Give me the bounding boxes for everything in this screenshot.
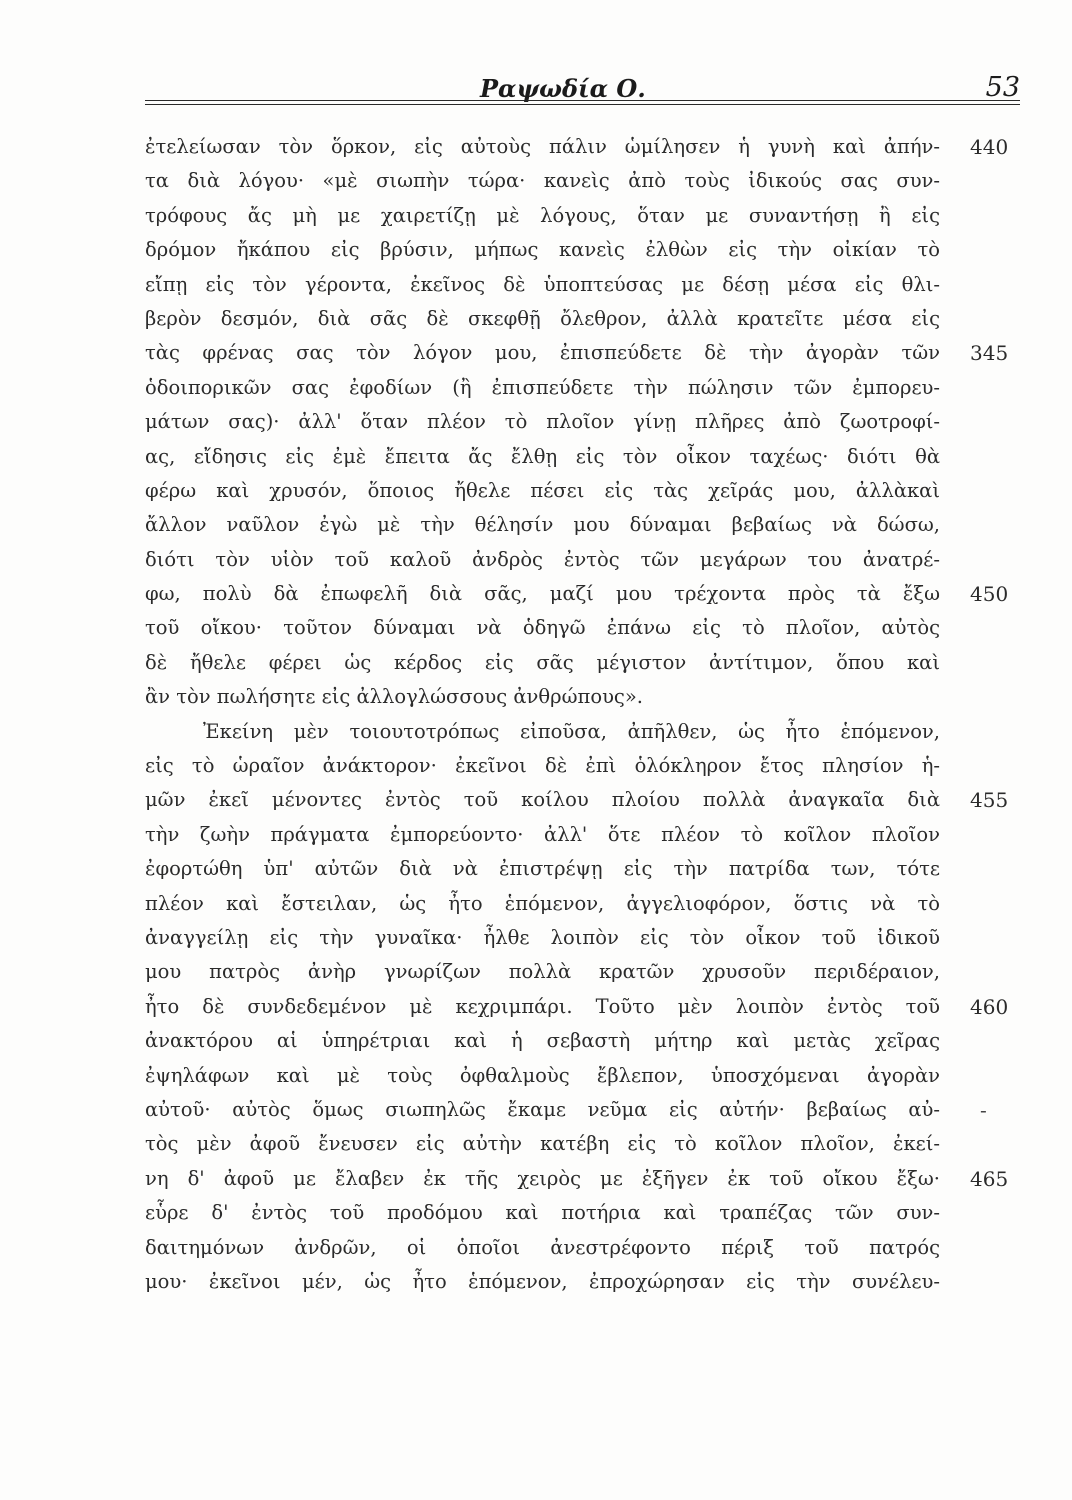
text-line: αὐτοῦ· αὐτὸς ὅμως σιωπηλῶς ἔκαμε νεῦμα εἰς αὐτήν· βεβαίως αὐ- - bbox=[145, 1093, 940, 1127]
text-line: φέρω καὶ χρυσόν, ὅποιος ἤθελε πέσει εἰς τὰς χεῖράς μου, ἀλλὰκαὶ bbox=[145, 478, 940, 502]
line-number: 345 bbox=[970, 341, 1009, 366]
text-line: τρόφους ἄς μὴ με χαιρετίζῃ μὲ λόγους, ὅταν με συναντήσῃ ἢ εἰς bbox=[145, 203, 940, 227]
text-body bbox=[145, 130, 1009, 1299]
text-line: εἰς τὸ ὡραῖον ἀνάκτορον· ἐκεῖνοι δὲ ἐπὶ ὁλόκληρον ἔτος πλησίον ἡ- bbox=[145, 754, 940, 778]
text-line: ἦτο δὲ συνδεδεμένον μὲ κεχριμπάρι. Τοῦτο μὲν λοιπὸν ἐντὸς τοῦ 460 bbox=[145, 990, 940, 1024]
text-line: φω, πολὺ δὰ ἐπωφελῆ διὰ σᾶς, μαζί μου τρέχοντα πρὸς τὰ ἔξω 450 bbox=[145, 577, 940, 611]
text-line: δὲ ἤθελε φέρει ὡς κέρδος εἰς σᾶς μέγιστον ἀντίτιμον, ὅπου καὶ bbox=[145, 650, 940, 674]
text-line: τὸς μὲν ἀφοῦ ἔνευσεν εἰς αὐτὴν κατέβη εἰς τὸ κοῖλον πλοῖον, ἐκεί- bbox=[145, 1132, 940, 1156]
line-number: 450 bbox=[970, 582, 1009, 607]
text-line: ἀναγγείλῃ εἰς τὴν γυναῖκα· ἦλθε λοιπὸν εἰς τὸν οἶκον τοῦ ἰδικοῦ bbox=[145, 925, 940, 949]
text-line: ἂν τὸν πωλήσητε εἰς ἀλλογλώσσους ἀνθρώπους». bbox=[145, 685, 643, 709]
page-number: 53 bbox=[985, 72, 1020, 103]
text-line: τα διὰ λόγου· «μὲ σιωπὴν τώρα· κανεὶς ἀπὸ τοὺς ἰδικούς σας συν- bbox=[145, 169, 940, 193]
text-line: μάτων σας)· ἀλλ' ὅταν πλέον τὸ πλοῖον γίνῃ πλῆρες ἀπὸ ζωοτροφί- bbox=[145, 410, 940, 434]
text-line: μου πατρὸς ἀνὴρ γνωρίζων πολλὰ κρατῶν χρυσοῦν περιδέραιον, bbox=[145, 960, 940, 984]
text-line: μου· ἐκεῖνοι μέν, ὡς ἦτο ἑπόμενον, ἐπροχώρησαν εἰς τὴν συνέλευ- bbox=[145, 1269, 940, 1293]
line-number: 460 bbox=[970, 994, 1009, 1019]
text-line: νη δ' ἀφοῦ με ἔλαβεν ἐκ τῆς χειρὸς με ἐξῆγεν ἐκ τοῦ οἴκου ἔξω· 465 bbox=[145, 1162, 940, 1196]
text-line: βερὸν δεσμόν, διὰ σᾶς δὲ σκεφθῇ ὄλεθρον, ἀλλὰ κρατεῖτε μέσα εἰς bbox=[145, 306, 940, 330]
header-rule-secondary bbox=[145, 104, 1020, 105]
text-line: μῶν ἐκεῖ μένοντες ἐντὸς τοῦ κοίλου πλοίου πολλὰ ἀναγκαῖα διὰ 455 bbox=[145, 783, 940, 817]
text-line: διότι τὸν υἱὸν τοῦ καλοῦ ἀνδρὸς ἐντὸς τῶν μεγάρων του ἀνατρέ- bbox=[145, 547, 940, 571]
text-line: εἴπῃ εἰς τὸν γέροντα, ἐκεῖνος δὲ ὑποπτεύσας με δέσῃ μέσα εἰς θλι- bbox=[145, 272, 940, 296]
line-number: 455 bbox=[970, 788, 1009, 813]
header-title: Ραψωδία Ο. bbox=[480, 74, 646, 103]
text-line: τὰς φρένας σας τὸν λόγον μου, ἐπισπεύδετε δὲ τὴν ἀγορὰν τῶν 345 bbox=[145, 336, 940, 370]
text-line: ἐφορτώθη ὑπ' αὐτῶν διὰ νὰ ἐπιστρέψῃ εἰς τὴν πατρίδα των, τότε bbox=[145, 857, 940, 881]
text-line: τὴν ζωὴν πράγματα ἐμπορεύοντο· ἀλλ' ὅτε πλέον τὸ κοῖλον πλοῖον bbox=[145, 822, 940, 846]
text-line: εὗρε δ' ἐντὸς τοῦ προδόμου καὶ ποτήρια καὶ τραπέζας τῶν συν- bbox=[145, 1201, 940, 1225]
text-line: ἐψηλάφων καὶ μὲ τοὺς ὀφθαλμοὺς ἔβλεπον, ὑποσχόμεναι ἀγορὰν bbox=[145, 1063, 940, 1087]
paragraph-start-line: Ἐκείνη μὲν τοιουτοτρόπως εἰποῦσα, ἀπῆλθεν, ὡς ἦτο ἑπόμενον, bbox=[203, 719, 940, 743]
text-line: τοῦ οἴκου· τοῦτον δύναμαι νὰ ὁδηγῶ ἐπάνω εἰς τὸ πλοῖον, αὐτὸς bbox=[145, 616, 940, 640]
text-line: δρόμον ἤκάπου εἰς βρύσιν, μήπως κανεὶς ἐλθὼν εἰς τὴν οἰκίαν τὸ bbox=[145, 238, 940, 262]
text-line: πλέον καὶ ἔστειλαν, ὡς ἦτο ἑπόμενον, ἀγγελιοφόρον, ὅστις νὰ τὸ bbox=[145, 891, 940, 915]
line-number: 440 bbox=[970, 135, 1009, 159]
margin-mark: - bbox=[980, 1097, 987, 1122]
header-rule bbox=[145, 100, 1020, 101]
text-line: ἀνακτόρου αἱ ὑπηρέτριαι καὶ ἡ σεβαστὴ μήτηρ καὶ μετὰς χεῖρας bbox=[145, 1029, 940, 1053]
text-line: ἐτελείωσαν τὸν ὅρκον, εἰς αὐτοὺς πάλιν ὡμίλησεν ἡ γυνὴ καὶ ἀπήν- 440 bbox=[145, 130, 940, 164]
text-line: ἄλλον ναῦλον ἐγὼ μὲ τὴν θέλησίν μου δύναμαι βεβαίως νὰ δώσω, bbox=[145, 513, 940, 537]
text-line: ὁδοιπορικῶν σας ἐφοδίων (ἢ ἐπισπεύδετε τὴν πώλησιν τῶν ἐμπορευ- bbox=[145, 375, 940, 399]
text-line: ας, εἴδησις εἰς ἐμὲ ἔπειτα ἄς ἔλθῃ εἰς τὸν οἶκον ταχέως· διότι θὰ bbox=[145, 444, 940, 468]
running-header bbox=[145, 70, 1020, 103]
line-number: 465 bbox=[970, 1166, 1009, 1191]
text-line: δαιτημόνων ἀνδρῶν, οἱ ὁποῖοι ἀνεστρέφοντο πέριξ τοῦ πατρός bbox=[145, 1235, 940, 1259]
